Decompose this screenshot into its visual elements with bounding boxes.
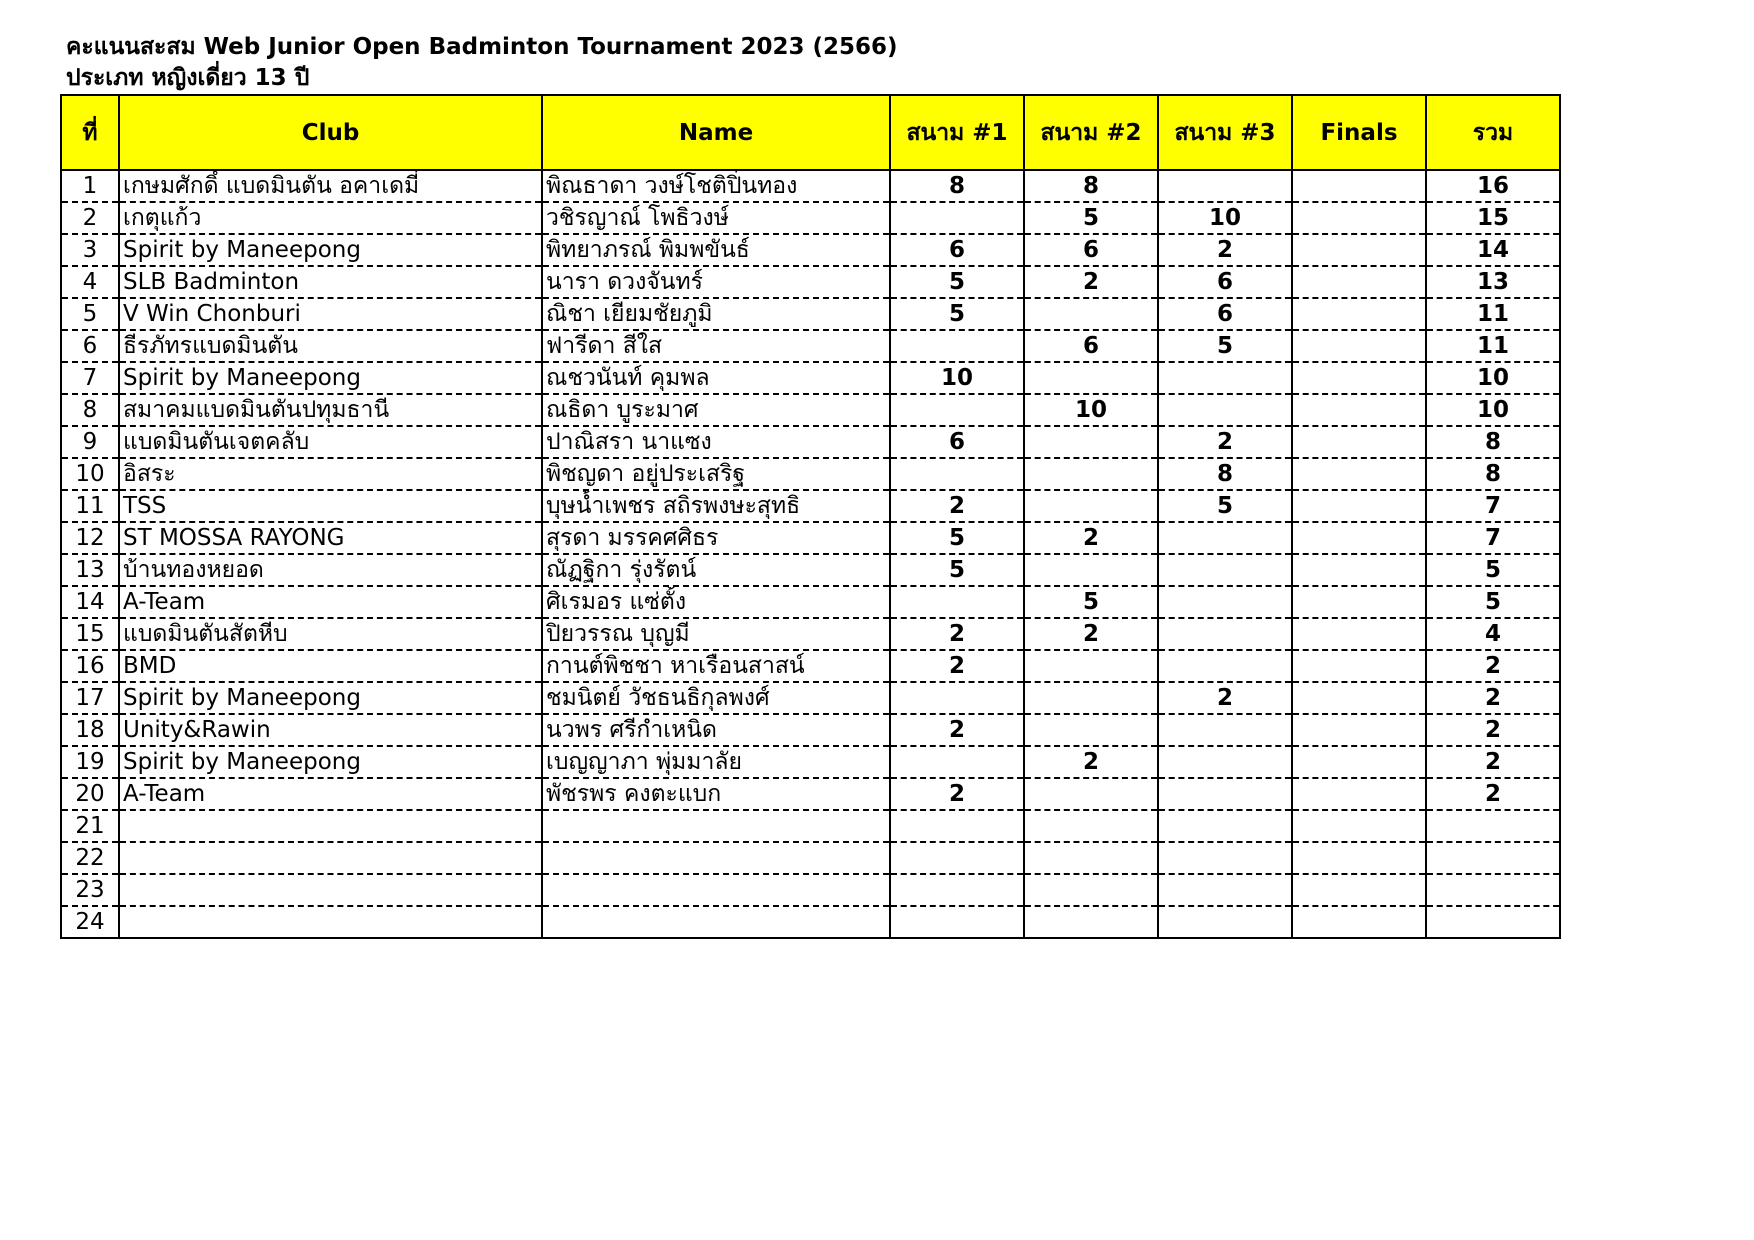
table-row <box>61 746 1560 778</box>
cell-court-1-score: 6 <box>890 426 1024 458</box>
cell-club <box>119 906 542 938</box>
cell-court-1-score: 5 <box>890 522 1024 554</box>
document-title: คะแนนสะสม Web Junior Open Badminton Tournament 2023 (2566) <box>66 34 898 60</box>
cell-rank: 1 <box>61 170 119 202</box>
cell-court-3-score: 2 <box>1158 234 1292 266</box>
cell-rank: 21 <box>61 810 119 842</box>
cell-court-2-score: 10 <box>1024 394 1158 426</box>
cell-court-2-score <box>1024 778 1158 810</box>
cell-total-score: 2 <box>1426 778 1560 810</box>
cell-court-1-score <box>890 202 1024 234</box>
cell-total-score: 15 <box>1426 202 1560 234</box>
cell-finals-score <box>1292 426 1426 458</box>
cell-court-3-score: 5 <box>1158 330 1292 362</box>
cell-finals-score <box>1292 234 1426 266</box>
cell-total-score: 14 <box>1426 234 1560 266</box>
table-row <box>61 330 1560 362</box>
table-row <box>61 266 1560 298</box>
cell-total-score: 2 <box>1426 714 1560 746</box>
cell-court-1-score <box>890 330 1024 362</box>
cell-court-2-score <box>1024 650 1158 682</box>
cell-finals-score <box>1292 586 1426 618</box>
cell-court-2-score <box>1024 426 1158 458</box>
cell-finals-score <box>1292 554 1426 586</box>
cell-court-1-score <box>890 458 1024 490</box>
cell-court-3-score <box>1158 554 1292 586</box>
cell-court-1-score <box>890 746 1024 778</box>
cell-club <box>119 874 542 906</box>
cell-player-name: สุรดา มรรคศศิธร <box>542 522 890 554</box>
header-court-3: สนาม #3 <box>1158 95 1292 170</box>
cell-court-3-score: 6 <box>1158 266 1292 298</box>
cell-club: Spirit by Maneepong <box>119 362 542 394</box>
cell-club: เกษมศักดิ์ แบดมินตัน อคาเดมี่ <box>119 170 542 202</box>
table-row <box>61 714 1560 746</box>
table-row <box>61 810 1560 842</box>
cell-finals-score <box>1292 522 1426 554</box>
cell-player-name: ศิเรมอร แซ่ตั้ง <box>542 586 890 618</box>
cell-court-3-score <box>1158 874 1292 906</box>
cell-club: TSS <box>119 490 542 522</box>
cell-court-1-score: 6 <box>890 234 1024 266</box>
cell-player-name: พิทยาภรณ์ พิมพขันธ์ <box>542 234 890 266</box>
table-row <box>61 778 1560 810</box>
document-subtitle: ประเภท หญิงเดี่ยว 13 ปี <box>66 65 310 91</box>
cell-rank: 22 <box>61 842 119 874</box>
cell-court-2-score <box>1024 874 1158 906</box>
cell-rank: 18 <box>61 714 119 746</box>
cell-club <box>119 842 542 874</box>
cell-rank: 11 <box>61 490 119 522</box>
table-row <box>61 362 1560 394</box>
cell-total-score: 2 <box>1426 682 1560 714</box>
cell-rank: 24 <box>61 906 119 938</box>
cell-player-name <box>542 874 890 906</box>
table-row <box>61 458 1560 490</box>
cell-club: สมาคมแบดมินตันปทุมธานี <box>119 394 542 426</box>
cell-court-3-score: 5 <box>1158 490 1292 522</box>
cell-court-3-score <box>1158 810 1292 842</box>
header-rank: ที่ <box>61 95 119 170</box>
cell-rank: 9 <box>61 426 119 458</box>
cell-court-2-score: 2 <box>1024 746 1158 778</box>
cell-player-name: บุษน้ำเพชร สถิรพงษะสุทธิ <box>542 490 890 522</box>
cell-club: แบดมินตันสัตหีบ <box>119 618 542 650</box>
table-row <box>61 522 1560 554</box>
cell-court-3-score <box>1158 522 1292 554</box>
cell-club: เกตุแก้ว <box>119 202 542 234</box>
cell-court-1-score: 5 <box>890 554 1024 586</box>
cell-rank: 8 <box>61 394 119 426</box>
table-row <box>61 618 1560 650</box>
table-row <box>61 842 1560 874</box>
cell-court-3-score: 2 <box>1158 682 1292 714</box>
cell-finals-score <box>1292 266 1426 298</box>
cell-court-1-score <box>890 810 1024 842</box>
cell-total-score: 11 <box>1426 330 1560 362</box>
cell-player-name <box>542 810 890 842</box>
cell-finals-score <box>1292 618 1426 650</box>
cell-player-name: ณัฏฐิกา รุ่งรัตน์ <box>542 554 890 586</box>
cell-finals-score <box>1292 650 1426 682</box>
cell-player-name: ปาณิสรา นาแซง <box>542 426 890 458</box>
cell-court-2-score: 5 <box>1024 586 1158 618</box>
cell-court-2-score <box>1024 458 1158 490</box>
cell-court-1-score: 2 <box>890 490 1024 522</box>
cell-player-name: ณธิดา บูระมาศ <box>542 394 890 426</box>
cell-court-3-score <box>1158 714 1292 746</box>
cell-player-name <box>542 842 890 874</box>
cell-club: A-Team <box>119 586 542 618</box>
cell-court-2-score <box>1024 714 1158 746</box>
table-row <box>61 170 1560 202</box>
table-row <box>61 394 1560 426</box>
table-row <box>61 554 1560 586</box>
cell-court-3-score <box>1158 170 1292 202</box>
cell-court-3-score <box>1158 906 1292 938</box>
cell-rank: 19 <box>61 746 119 778</box>
cell-finals-score <box>1292 778 1426 810</box>
header-court-1: สนาม #1 <box>890 95 1024 170</box>
table-row <box>61 234 1560 266</box>
cell-total-score: 8 <box>1426 426 1560 458</box>
cell-rank: 3 <box>61 234 119 266</box>
table-row <box>61 650 1560 682</box>
results-body <box>61 170 1560 938</box>
cell-finals-score <box>1292 842 1426 874</box>
cell-total-score: 5 <box>1426 586 1560 618</box>
cell-rank: 17 <box>61 682 119 714</box>
table-row <box>61 202 1560 234</box>
cell-total-score: 8 <box>1426 458 1560 490</box>
cell-total-score: 10 <box>1426 394 1560 426</box>
cell-rank: 14 <box>61 586 119 618</box>
cell-court-2-score: 6 <box>1024 330 1158 362</box>
cell-court-1-score <box>890 394 1024 426</box>
cell-court-2-score: 5 <box>1024 202 1158 234</box>
table-row <box>61 298 1560 330</box>
cell-total-score: 16 <box>1426 170 1560 202</box>
cell-player-name: เบญญาภา พุ่มมาลัย <box>542 746 890 778</box>
cell-club: Spirit by Maneepong <box>119 234 542 266</box>
cell-court-1-score: 2 <box>890 778 1024 810</box>
cell-total-score <box>1426 842 1560 874</box>
cell-court-3-score: 6 <box>1158 298 1292 330</box>
cell-club: แบดมินตันเจตคลับ <box>119 426 542 458</box>
header-court-2: สนาม #2 <box>1024 95 1158 170</box>
cell-court-2-score: 2 <box>1024 266 1158 298</box>
cell-court-1-score <box>890 906 1024 938</box>
cell-player-name: วชิรญาณ์ โพธิวงษ์ <box>542 202 890 234</box>
cell-player-name: กานต์พิชชา หาเรือนสาสน์ <box>542 650 890 682</box>
cell-club: อิสระ <box>119 458 542 490</box>
cell-court-2-score: 8 <box>1024 170 1158 202</box>
cell-club: Spirit by Maneepong <box>119 746 542 778</box>
cell-court-2-score <box>1024 298 1158 330</box>
cell-club: BMD <box>119 650 542 682</box>
cell-court-2-score: 6 <box>1024 234 1158 266</box>
cell-player-name: นารา ดวงจันทร์ <box>542 266 890 298</box>
cell-finals-score <box>1292 490 1426 522</box>
cell-rank: 10 <box>61 458 119 490</box>
cell-rank: 20 <box>61 778 119 810</box>
header-total: รวม <box>1426 95 1560 170</box>
cell-court-2-score <box>1024 906 1158 938</box>
cell-total-score: 7 <box>1426 522 1560 554</box>
table-row <box>61 906 1560 938</box>
cell-rank: 15 <box>61 618 119 650</box>
cell-rank: 16 <box>61 650 119 682</box>
cell-player-name: นวพร ศรีกำเหนิด <box>542 714 890 746</box>
cell-total-score <box>1426 906 1560 938</box>
table-row <box>61 490 1560 522</box>
cell-total-score: 13 <box>1426 266 1560 298</box>
cell-club: A-Team <box>119 778 542 810</box>
cell-club: ST MOSSA RAYONG <box>119 522 542 554</box>
cell-court-1-score: 10 <box>890 362 1024 394</box>
cell-total-score: 7 <box>1426 490 1560 522</box>
cell-rank: 5 <box>61 298 119 330</box>
cell-total-score: 2 <box>1426 746 1560 778</box>
cell-court-3-score: 8 <box>1158 458 1292 490</box>
cell-court-1-score: 2 <box>890 714 1024 746</box>
cell-club: SLB Badminton <box>119 266 542 298</box>
cell-finals-score <box>1292 746 1426 778</box>
cell-finals-score <box>1292 874 1426 906</box>
cell-club: Spirit by Maneepong <box>119 682 542 714</box>
header-finals: Finals <box>1292 95 1426 170</box>
cell-court-2-score: 2 <box>1024 522 1158 554</box>
cell-court-2-score: 2 <box>1024 618 1158 650</box>
cell-court-1-score: 2 <box>890 650 1024 682</box>
cell-total-score: 2 <box>1426 650 1560 682</box>
cell-player-name: ชมนิตย์ วัชธนธิกุลพงศ์ <box>542 682 890 714</box>
cell-club: V Win Chonburi <box>119 298 542 330</box>
header-row <box>61 95 1560 170</box>
cell-club: ธีรภัทรแบดมินตัน <box>119 330 542 362</box>
cell-court-1-score <box>890 682 1024 714</box>
cell-court-1-score <box>890 842 1024 874</box>
cell-court-3-score <box>1158 394 1292 426</box>
cell-total-score: 11 <box>1426 298 1560 330</box>
cell-finals-score <box>1292 298 1426 330</box>
table-row <box>61 682 1560 714</box>
cell-player-name: พิณธาดา วงษ์โชติปิ่นทอง <box>542 170 890 202</box>
cell-total-score <box>1426 810 1560 842</box>
cell-club <box>119 810 542 842</box>
table-row <box>61 586 1560 618</box>
header-club: Club <box>119 95 542 170</box>
cell-court-1-score: 2 <box>890 618 1024 650</box>
cell-club: Unity&Rawin <box>119 714 542 746</box>
cell-player-name: พัชรพร คงตะแบก <box>542 778 890 810</box>
cell-court-3-score: 10 <box>1158 202 1292 234</box>
cell-court-3-score <box>1158 778 1292 810</box>
cell-court-2-score <box>1024 554 1158 586</box>
cell-rank: 12 <box>61 522 119 554</box>
cell-rank: 13 <box>61 554 119 586</box>
cell-rank: 7 <box>61 362 119 394</box>
cell-total-score: 10 <box>1426 362 1560 394</box>
cell-total-score: 5 <box>1426 554 1560 586</box>
cell-finals-score <box>1292 810 1426 842</box>
cell-rank: 2 <box>61 202 119 234</box>
cell-court-3-score <box>1158 362 1292 394</box>
cell-finals-score <box>1292 330 1426 362</box>
cell-club: บ้านทองหยอด <box>119 554 542 586</box>
cell-court-3-score <box>1158 586 1292 618</box>
cell-court-3-score: 2 <box>1158 426 1292 458</box>
cell-player-name: ณชวนันท์ คุมพล <box>542 362 890 394</box>
cell-court-2-score <box>1024 810 1158 842</box>
cell-court-3-score <box>1158 650 1292 682</box>
cell-court-1-score <box>890 874 1024 906</box>
cell-court-2-score <box>1024 842 1158 874</box>
cell-court-2-score <box>1024 362 1158 394</box>
cell-court-1-score: 5 <box>890 298 1024 330</box>
cell-finals-score <box>1292 394 1426 426</box>
cell-player-name: ปิยวรรณ บุญมี <box>542 618 890 650</box>
cell-finals-score <box>1292 202 1426 234</box>
cell-rank: 23 <box>61 874 119 906</box>
cell-finals-score <box>1292 906 1426 938</box>
cell-player-name: ฟารีดา สีใส <box>542 330 890 362</box>
cell-finals-score <box>1292 362 1426 394</box>
table-row <box>61 874 1560 906</box>
cell-player-name <box>542 906 890 938</box>
cell-rank: 6 <box>61 330 119 362</box>
cell-player-name: ณิชา เยียมชัยภูมิ <box>542 298 890 330</box>
cell-court-3-score <box>1158 746 1292 778</box>
table-row <box>61 426 1560 458</box>
cell-finals-score <box>1292 682 1426 714</box>
cell-court-1-score: 5 <box>890 266 1024 298</box>
cell-court-3-score <box>1158 842 1292 874</box>
cell-court-1-score: 8 <box>890 170 1024 202</box>
cell-court-2-score <box>1024 682 1158 714</box>
cell-court-2-score <box>1024 490 1158 522</box>
cell-court-1-score <box>890 586 1024 618</box>
cell-rank: 4 <box>61 266 119 298</box>
header-name: Name <box>542 95 890 170</box>
cell-player-name: พิชญดา อยู่ประเสริฐ <box>542 458 890 490</box>
cell-total-score <box>1426 874 1560 906</box>
cell-finals-score <box>1292 170 1426 202</box>
cell-finals-score <box>1292 714 1426 746</box>
cell-court-3-score <box>1158 618 1292 650</box>
cell-finals-score <box>1292 458 1426 490</box>
results-table <box>60 94 1561 939</box>
cell-total-score: 4 <box>1426 618 1560 650</box>
